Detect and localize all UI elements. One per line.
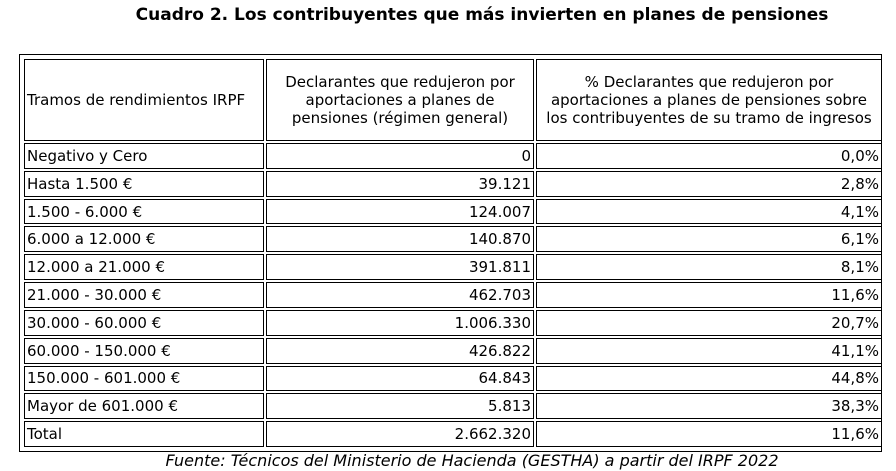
data-table-frame xyxy=(19,54,882,452)
table-row xyxy=(24,338,882,364)
source-note: Fuente: Técnicos del Ministerio de Hacienda (GESTHA) a partir del IRPF 2022 xyxy=(165,451,779,470)
tramo-cell: 12.000 a 21.000 € xyxy=(24,254,264,280)
declarantes-cell: 124.007 xyxy=(266,199,534,225)
table-body xyxy=(24,143,882,447)
table-row xyxy=(24,226,882,252)
table-title: Cuadro 2. Los contribuyentes que más invierten en planes de pensiones xyxy=(135,5,829,25)
table-header-row xyxy=(24,59,882,141)
tramo-cell: 30.000 - 60.000 € xyxy=(24,310,264,336)
table-row xyxy=(24,366,882,392)
table-row xyxy=(24,199,882,225)
porcentaje-cell: 8,1% xyxy=(536,254,882,280)
porcentaje-cell: 11,6% xyxy=(536,421,882,447)
table-row xyxy=(24,393,882,419)
column-header-tramos: Tramos de rendimientos IRPF xyxy=(24,59,264,141)
table-row xyxy=(24,171,882,197)
porcentaje-cell: 0,0% xyxy=(536,143,882,169)
declarantes-cell: 2.662.320 xyxy=(266,421,534,447)
table-row xyxy=(24,310,882,336)
porcentaje-cell: 2,8% xyxy=(536,171,882,197)
tramo-cell: 6.000 a 12.000 € xyxy=(24,226,264,252)
table-row xyxy=(24,143,882,169)
porcentaje-cell: 20,7% xyxy=(536,310,882,336)
data-table xyxy=(22,57,884,449)
porcentaje-cell: 4,1% xyxy=(536,199,882,225)
porcentaje-cell: 41,1% xyxy=(536,338,882,364)
tramo-cell: 21.000 - 30.000 € xyxy=(24,282,264,308)
declarantes-cell: 5.813 xyxy=(266,393,534,419)
column-header-porcentaje: % Declarantes que redujeron por aportaciones a planes de pensiones sobre los contribuyentes de su tramo de ingresos xyxy=(536,59,882,141)
tramo-cell: 150.000 - 601.000 € xyxy=(24,366,264,392)
declarantes-cell: 462.703 xyxy=(266,282,534,308)
tramo-cell: Mayor de 601.000 € xyxy=(24,393,264,419)
porcentaje-cell: 38,3% xyxy=(536,393,882,419)
tramo-cell: Negativo y Cero xyxy=(24,143,264,169)
tramo-cell: Total xyxy=(24,421,264,447)
declarantes-cell: 64.843 xyxy=(266,366,534,392)
declarantes-cell: 391.811 xyxy=(266,254,534,280)
porcentaje-cell: 44,8% xyxy=(536,366,882,392)
declarantes-cell: 140.870 xyxy=(266,226,534,252)
declarantes-cell: 0 xyxy=(266,143,534,169)
declarantes-cell: 1.006.330 xyxy=(266,310,534,336)
table-row xyxy=(24,254,882,280)
tramo-cell: 60.000 - 150.000 € xyxy=(24,338,264,364)
tramo-cell: Hasta 1.500 € xyxy=(24,171,264,197)
column-header-declarantes: Declarantes que redujeron por aportaciones a planes de pensiones (régimen general) xyxy=(266,59,534,141)
porcentaje-cell: 11,6% xyxy=(536,282,882,308)
declarantes-cell: 426.822 xyxy=(266,338,534,364)
declarantes-cell: 39.121 xyxy=(266,171,534,197)
table-total-row xyxy=(24,421,882,447)
table-row xyxy=(24,282,882,308)
porcentaje-cell: 6,1% xyxy=(536,226,882,252)
tramo-cell: 1.500 - 6.000 € xyxy=(24,199,264,225)
